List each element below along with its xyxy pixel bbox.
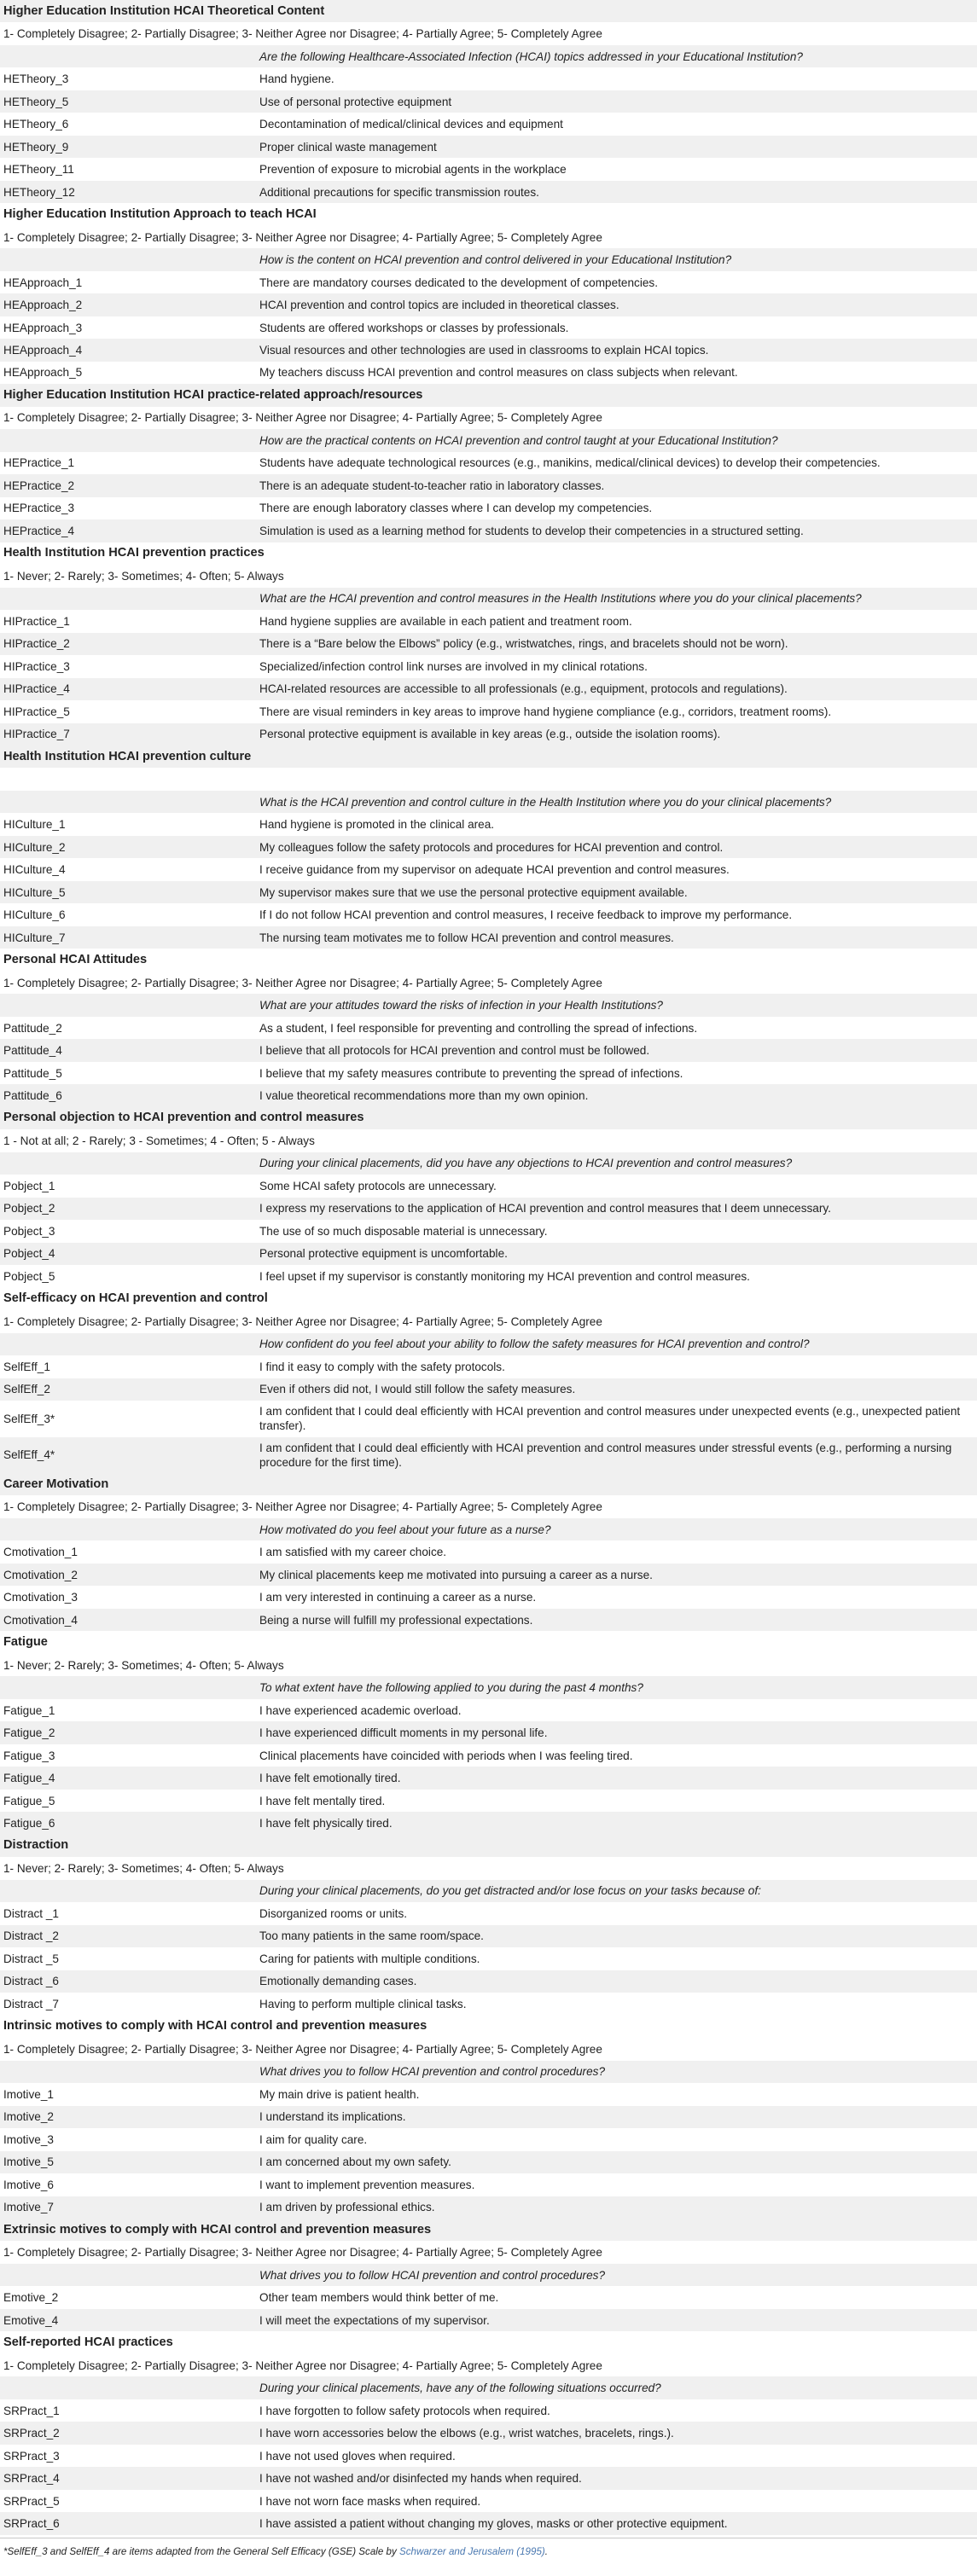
section-question — [0, 2376, 977, 2399]
section-question-text: To what extent have the following applied to you during the past 4 months? — [259, 1681, 643, 1695]
item-row — [0, 1721, 977, 1743]
item-text: Clinical placements have coincided with periods when I was feeling tired. — [259, 1749, 633, 1762]
item-text: I have felt mentally tired. — [259, 1794, 386, 1807]
item-code: Imotive_7 — [3, 2201, 54, 2214]
item-row — [0, 1437, 977, 1473]
section-question — [0, 1880, 977, 1902]
item-code: HEPractice_3 — [3, 502, 75, 515]
section-question — [0, 429, 977, 451]
response-scale-text: 1- Completely Disagree; 2- Partially Disagree; 3- Neither Agree nor Disagree; 4- Partially Agree; 5- Completely Agree — [3, 2358, 602, 2372]
item-row — [0, 1378, 977, 1401]
response-scale — [0, 1654, 977, 1676]
item-text: I understand its implications. — [259, 2110, 406, 2124]
item-code: SRPract_5 — [3, 2494, 60, 2508]
item-text: Hand hygiene is promoted in the clinical area. — [259, 818, 495, 832]
section-question — [0, 1333, 977, 1355]
section-question — [0, 791, 977, 813]
item-code: HICulture_7 — [3, 931, 66, 944]
item-code: HICulture_1 — [3, 818, 66, 832]
item-text: Visual resources and other technologies are used in classrooms to explain HCAI topics. — [259, 344, 709, 357]
item-text: Hand hygiene supplies are available in each patient and treatment room. — [259, 614, 632, 628]
item-code: Imotive_1 — [3, 2087, 54, 2101]
item-code: Distract _5 — [3, 1952, 59, 1965]
item-text: I am confident that I could deal efficiently with HCAI prevention and control measures under stressful events (e.g., performing a nursing procedure for the first time). — [259, 1441, 952, 1469]
item-text: I am driven by professional ethics. — [259, 2201, 435, 2214]
item-code: HEPractice_2 — [3, 479, 75, 492]
item-text: My colleagues follow the safety protocols and procedures for HCAI prevention and control. — [259, 840, 724, 854]
item-code: SRPract_2 — [3, 2427, 60, 2440]
table-footnote — [3, 2546, 548, 2557]
footnote-citation-link[interactable]: Schwarzer and Jerusalem (1995) — [398, 2546, 545, 2557]
response-scale — [0, 2241, 977, 2263]
section-title — [0, 1631, 977, 1653]
response-scale — [0, 768, 977, 790]
item-code: Imotive_6 — [3, 2178, 54, 2191]
item-text: As a student, I feel responsible for preventing and controlling the spread of infections. — [259, 1021, 698, 1035]
item-code: HICulture_5 — [3, 885, 66, 899]
item-code: Distract _1 — [3, 1906, 59, 1920]
section-question-text: What are the HCAI prevention and control measures in the Health Institutions where you do your clinical placements? — [259, 592, 862, 606]
section-title-text: Health Institution HCAI prevention culture — [3, 749, 252, 763]
item-text: I have not washed and/or disinfected my hands when required. — [259, 2472, 582, 2486]
footnote-suffix: . — [544, 2546, 548, 2557]
footnote-text: *SelfEff_3 and SelfEff_4 are items adapted from the General Self Efficacy (GSE) Scale by — [3, 2546, 399, 2557]
section-question-text: How confident do you feel about your ability to follow the safety measures for HCAI prevention and control? — [259, 1337, 810, 1351]
item-row — [0, 926, 977, 949]
item-code: Emotive_4 — [3, 2313, 59, 2327]
item-row — [0, 700, 977, 722]
item-row — [0, 1902, 977, 1924]
item-text: There is a “Bare below the Elbows” policy (e.g., wristwatches, rings, and bracelets should not be worn). — [259, 637, 788, 651]
item-code: HETheory_12 — [3, 185, 75, 199]
item-row — [0, 836, 977, 858]
response-scale — [0, 2038, 977, 2060]
item-text: I believe that my safety measures contribute to preventing the spread of infections. — [259, 1066, 683, 1080]
item-row — [0, 1970, 977, 1993]
item-text: Simulation is used as a learning method for students to develop their competencies in a structured setting. — [259, 524, 804, 537]
item-code: HIPractice_1 — [3, 614, 70, 628]
section-question-text: How motivated do you feel about your future as a nurse? — [259, 1523, 551, 1536]
section-title — [0, 2331, 977, 2353]
section-title — [0, 1835, 977, 1857]
item-row — [0, 158, 977, 180]
response-scale-text: 1- Never; 2- Rarely; 3- Sometimes; 4- Often; 5- Always — [3, 1861, 284, 1875]
section-title — [0, 0, 977, 22]
item-code: Imotive_5 — [3, 2155, 54, 2169]
item-text: My supervisor makes sure that we use the personal protective equipment available. — [259, 885, 688, 899]
item-text: Personal protective equipment is uncomfortable. — [259, 1247, 508, 1261]
item-row — [0, 1084, 977, 1106]
section-title — [0, 949, 977, 971]
item-row — [0, 1401, 977, 1436]
item-text: Even if others did not, I would still follow the safety measures. — [259, 1383, 576, 1396]
item-text: I am very interested in continuing a career as a nurse. — [259, 1591, 537, 1604]
section-title — [0, 1288, 977, 1310]
item-row — [0, 452, 977, 474]
response-scale-text: 1- Completely Disagree; 2- Partially Disagree; 3- Neither Agree nor Disagree; 4- Partially Agree; 5- Completely Agree — [3, 230, 602, 244]
section-title — [0, 203, 977, 225]
section-question — [0, 2061, 977, 2083]
item-code: HEPractice_4 — [3, 524, 75, 537]
item-text: I value theoretical recommendations more than my own opinion. — [259, 1088, 589, 1102]
item-text: I have forgotten to follow safety protocols when required. — [259, 2404, 550, 2417]
response-scale-text: 1- Never; 2- Rarely; 3- Sometimes; 4- Often; 5- Always — [3, 569, 284, 583]
item-text: Personal protective equipment is available in key areas (e.g., outside the isolation rooms). — [259, 728, 721, 741]
item-text: Disorganized rooms or units. — [259, 1906, 408, 1920]
item-text: My teachers discuss HCAI prevention and control measures on class subjects when relevant. — [259, 366, 738, 380]
item-row — [0, 316, 977, 339]
item-row — [0, 1586, 977, 1608]
section-question — [0, 588, 977, 610]
item-row — [0, 1564, 977, 1586]
item-row — [0, 2151, 977, 2173]
item-text: I receive guidance from my supervisor on adequate HCAI prevention and control measures. — [259, 863, 730, 877]
item-code: Fatigue_3 — [3, 1749, 55, 1762]
item-text: I feel upset if my supervisor is constantly monitoring my HCAI prevention and control measures. — [259, 1269, 750, 1283]
item-text: There is an adequate student-to-teacher ratio in laboratory classes. — [259, 479, 605, 492]
item-text: If I do not follow HCAI prevention and control measures, I receive feedback to improve my performance. — [259, 908, 793, 922]
item-row — [0, 339, 977, 361]
item-code: Pobject_3 — [3, 1224, 55, 1238]
item-row — [0, 655, 977, 677]
item-code: SRPract_1 — [3, 2404, 60, 2417]
item-code: Fatigue_4 — [3, 1772, 55, 1785]
section-question — [0, 1152, 977, 1175]
item-code: Emotive_2 — [3, 2291, 59, 2305]
section-title-text: Intrinsic motives to comply with HCAI control and prevention measures — [3, 2019, 427, 2034]
item-row — [0, 1175, 977, 1197]
item-row — [0, 1925, 977, 1947]
item-text: I have felt emotionally tired. — [259, 1772, 401, 1785]
item-text: HCAI-related resources are accessible to all professionals (e.g., equipment, protocols and regulations). — [259, 682, 788, 696]
item-row — [0, 633, 977, 655]
item-row — [0, 1993, 977, 2015]
item-code: HETheory_5 — [3, 95, 69, 108]
response-scale — [0, 1129, 977, 1152]
response-scale — [0, 1310, 977, 1332]
response-scale-text: 1- Completely Disagree; 2- Partially Disagree; 3- Neither Agree nor Disagree; 4- Partially Agree; 5- Completely Agree — [3, 411, 602, 425]
item-row — [0, 362, 977, 384]
section-title-text: Higher Education Institution HCAI Theoretical Content — [3, 3, 325, 18]
item-text: Emotionally demanding cases. — [259, 1975, 417, 1988]
item-row — [0, 1790, 977, 1812]
item-code: HICulture_6 — [3, 908, 66, 922]
section-title-text: Extrinsic motives to comply with HCAI control and prevention measures — [3, 2222, 432, 2237]
item-row — [0, 2128, 977, 2150]
item-row — [0, 2490, 977, 2512]
response-scale-text: 1 - Not at all; 2 - Rarely; 3 - Sometimes; 4 - Often; 5 - Always — [3, 1134, 315, 1147]
item-row — [0, 1540, 977, 1563]
item-code: HETheory_6 — [3, 118, 69, 131]
item-code: Distract _6 — [3, 1975, 59, 1988]
item-text: Having to perform multiple clinical tasks. — [259, 1997, 467, 2010]
item-text: There are visual reminders in key areas to improve hand hygiene compliance (e.g., corridors, treatment rooms). — [259, 705, 832, 718]
item-code: HEApproach_4 — [3, 344, 83, 357]
item-code: HEPractice_1 — [3, 456, 75, 470]
item-code: HIPractice_4 — [3, 682, 70, 696]
item-code: Pobject_2 — [3, 1202, 55, 1215]
item-row — [0, 474, 977, 496]
item-code: Pattitude_5 — [3, 1066, 62, 1080]
section-title — [0, 384, 977, 406]
item-row — [0, 813, 977, 835]
item-text: I am concerned about my own safety. — [259, 2155, 451, 2169]
section-question-text: What is the HCAI prevention and control culture in the Health Institution where you do your clinical placements? — [259, 795, 832, 809]
item-code: HIPractice_2 — [3, 637, 70, 651]
section-title — [0, 1473, 977, 1495]
section-question — [0, 2264, 977, 2286]
response-scale-text: 1- Completely Disagree; 2- Partially Disagree; 3- Neither Agree nor Disagree; 4- Partially Agree; 5- Completely Agree — [3, 2246, 602, 2260]
item-row — [0, 881, 977, 903]
response-scale-text: 1- Completely Disagree; 2- Partially Disagree; 3- Neither Agree nor Disagree; 4- Partially Agree; 5- Completely Agree — [3, 1314, 602, 1328]
item-code: Cmotivation_3 — [3, 1591, 78, 1604]
item-row — [0, 1609, 977, 1631]
item-row — [0, 67, 977, 90]
item-text: I express my reservations to the application of HCAI prevention and control measures that I deem unnecessary. — [259, 1202, 831, 1215]
item-text: Specialized/infection control link nurses are involved in my clinical rotations. — [259, 659, 648, 673]
item-row — [0, 1265, 977, 1287]
item-row — [0, 1355, 977, 1378]
response-scale-text: 1- Completely Disagree; 2- Partially Disagree; 3- Neither Agree nor Disagree; 4- Partially Agree; 5- Completely Agree — [3, 976, 602, 989]
item-row — [0, 858, 977, 880]
item-row — [0, 497, 977, 519]
item-text: I aim for quality care. — [259, 2132, 368, 2146]
item-row — [0, 519, 977, 542]
item-code: SRPract_3 — [3, 2449, 60, 2463]
item-code: Fatigue_6 — [3, 1817, 55, 1830]
item-code: Fatigue_1 — [3, 1703, 55, 1717]
section-question — [0, 1676, 977, 1698]
item-row — [0, 610, 977, 632]
item-text: I have felt physically tired. — [259, 1817, 393, 1830]
item-text: There are enough laboratory classes where I can develop my competencies. — [259, 502, 653, 515]
item-code: Pobject_4 — [3, 1247, 55, 1261]
section-title-text: Distraction — [3, 1838, 69, 1853]
response-scale — [0, 565, 977, 587]
item-text: Caring for patients with multiple conditions. — [259, 1952, 480, 1965]
item-row — [0, 1699, 977, 1721]
item-code: Pattitude_4 — [3, 1044, 62, 1058]
item-text: Being a nurse will fulfill my professional expectations. — [259, 1613, 533, 1627]
item-text: There are mandatory courses dedicated to the development of competencies. — [259, 276, 658, 289]
item-row — [0, 678, 977, 700]
item-text: I am confident that I could deal efficiently with HCAI prevention and control measures under unexpected events (e.g., unexpected patient transfer). — [259, 1405, 961, 1433]
item-row — [0, 293, 977, 316]
item-code: SelfEff_2 — [3, 1383, 50, 1396]
response-scale-text: 1- Completely Disagree; 2- Partially Disagree; 3- Neither Agree nor Disagree; 4- Partially Agree; 5- Completely Agree — [3, 1500, 602, 1514]
item-code: HETheory_3 — [3, 73, 69, 86]
section-title-text: Self-reported HCAI practices — [3, 2335, 173, 2350]
response-scale — [0, 1495, 977, 1517]
item-text: Prevention of exposure to microbial agents in the workplace — [259, 163, 567, 177]
item-text: Too many patients in the same room/space. — [259, 1929, 484, 1943]
item-row — [0, 2422, 977, 2444]
section-title-text: Health Institution HCAI prevention practices — [3, 546, 265, 560]
item-text: I have worn accessories below the elbows (e.g., wrist watches, bracelets, rings.). — [259, 2427, 674, 2440]
item-text: My main drive is patient health. — [259, 2087, 420, 2101]
section-title — [0, 2219, 977, 2241]
item-row — [0, 1767, 977, 1789]
section-title-text: Higher Education Institution Approach to teach HCAI — [3, 207, 317, 222]
item-text: Some HCAI safety protocols are unnecessary. — [259, 1179, 497, 1192]
item-text: I am satisfied with my career choice. — [259, 1546, 447, 1559]
section-title — [0, 2016, 977, 2038]
section-title-text: Personal HCAI Attitudes — [3, 953, 148, 967]
response-scale-text: 1- Never; 2- Rarely; 3- Sometimes; 4- Often; 5- Always — [3, 1658, 284, 1672]
item-row — [0, 2512, 977, 2534]
item-row — [0, 1220, 977, 1242]
item-row — [0, 2173, 977, 2196]
item-text: I have experienced difficult moments in my personal life. — [259, 1726, 548, 1740]
item-row — [0, 1812, 977, 1834]
response-scale — [0, 972, 977, 994]
item-code: HETheory_9 — [3, 140, 69, 154]
item-row — [0, 2106, 977, 2128]
item-text: Other team members would think better of me. — [259, 2291, 499, 2305]
section-title-text: Higher Education Institution HCAI practice-related approach/resources — [3, 387, 423, 402]
item-code: SRPract_6 — [3, 2517, 60, 2531]
item-code: Cmotivation_2 — [3, 1568, 78, 1581]
item-text: Proper clinical waste management — [259, 140, 437, 154]
item-row — [0, 1062, 977, 1084]
item-row — [0, 903, 977, 925]
item-text: I have not used gloves when required. — [259, 2449, 456, 2463]
item-row — [0, 2445, 977, 2467]
item-code: Fatigue_2 — [3, 1726, 55, 1740]
item-row — [0, 113, 977, 135]
response-scale-text: 1- Completely Disagree; 2- Partially Disagree; 3- Neither Agree nor Disagree; 4- Partially Agree; 5- Completely Agree — [3, 2042, 602, 2056]
item-row — [0, 136, 977, 158]
item-row — [0, 1017, 977, 1039]
item-text: HCAI prevention and control topics are included in theoretical classes. — [259, 299, 619, 312]
item-row — [0, 181, 977, 203]
item-code: HICulture_4 — [3, 863, 66, 877]
section-question-text: How are the practical contents on HCAI prevention and control taught at your Educational Institution? — [259, 433, 778, 447]
section-question — [0, 994, 977, 1016]
item-code: HEApproach_2 — [3, 299, 83, 312]
item-code: Distract _7 — [3, 1997, 59, 2010]
item-code: HEApproach_1 — [3, 276, 83, 289]
item-code: Cmotivation_4 — [3, 1613, 78, 1627]
item-row — [0, 90, 977, 113]
item-text: Students have adequate technological resources (e.g., manikins, medical/clinical devices) to develop their competencies. — [259, 456, 881, 470]
item-code: Pattitude_2 — [3, 1021, 62, 1035]
item-row — [0, 2196, 977, 2219]
item-row — [0, 723, 977, 746]
item-row — [0, 271, 977, 293]
item-row — [0, 1243, 977, 1265]
section-title — [0, 1107, 977, 1129]
section-title-text: Fatigue — [3, 1635, 48, 1650]
response-scale — [0, 407, 977, 429]
item-code: Pattitude_6 — [3, 1088, 62, 1102]
item-row — [0, 2083, 977, 2105]
section-question-text: During your clinical placements, have any of the following situations occurred? — [259, 2382, 661, 2395]
item-row — [0, 1744, 977, 1767]
item-row — [0, 2467, 977, 2489]
item-text: I will meet the expectations of my supervisor. — [259, 2313, 490, 2327]
item-row — [0, 1198, 977, 1220]
section-question — [0, 248, 977, 270]
section-question-text: During your clinical placements, do you get distracted and/or lose focus on your tasks because of: — [259, 1884, 761, 1898]
response-scale — [0, 1857, 977, 1879]
item-code: Imotive_3 — [3, 2132, 54, 2146]
item-text: I want to implement prevention measures. — [259, 2178, 475, 2191]
item-code: SelfEff_4* — [3, 1448, 55, 1462]
item-code: SelfEff_3* — [3, 1412, 55, 1425]
item-text: I have assisted a patient without changing my gloves, masks or other protective equipment. — [259, 2517, 728, 2531]
section-question — [0, 45, 977, 67]
item-text: Students are offered workshops or classes by professionals. — [259, 321, 569, 334]
item-code: HEApproach_5 — [3, 366, 83, 380]
section-title — [0, 542, 977, 565]
item-text: I find it easy to comply with the safety protocols. — [259, 1360, 505, 1373]
item-text: Additional precautions for specific transmission routes. — [259, 185, 539, 199]
item-code: Distract _2 — [3, 1929, 59, 1943]
section-question-text: Are the following Healthcare-Associated Infection (HCAI) topics addressed in your Educational Institution? — [259, 49, 803, 63]
item-code: Pobject_1 — [3, 1179, 55, 1192]
section-question-text: During your clinical placements, did you have any objections to HCAI prevention and control measures? — [259, 1157, 793, 1170]
item-text: Hand hygiene. — [259, 73, 334, 86]
item-row — [0, 2309, 977, 2331]
section-question — [0, 1518, 977, 1540]
item-code: HICulture_2 — [3, 840, 66, 854]
item-text: I have experienced academic overload. — [259, 1703, 462, 1717]
item-text: I believe that all protocols for HCAI prevention and control must be followed. — [259, 1044, 650, 1058]
item-text: The use of so much disposable material is unnecessary. — [259, 1224, 548, 1238]
item-text: My clinical placements keep me motivated into pursuing a career as a nurse. — [259, 1568, 653, 1581]
section-title — [0, 746, 977, 768]
item-text: I have not worn face masks when required. — [259, 2494, 481, 2508]
section-title-text: Self-efficacy on HCAI prevention and control — [3, 1291, 268, 1306]
item-row — [0, 2399, 977, 2422]
item-code: HEApproach_3 — [3, 321, 83, 334]
item-text: Use of personal protective equipment — [259, 95, 452, 108]
section-question-text: How is the content on HCAI prevention and control delivered in your Educational Institution? — [259, 253, 732, 267]
section-question-text: What drives you to follow HCAI prevention and control procedures? — [259, 2065, 605, 2079]
section-title-text: Personal objection to HCAI prevention and control measures — [3, 1111, 364, 1125]
item-code: HETheory_11 — [3, 163, 74, 177]
response-scale — [0, 22, 977, 44]
item-code: Pobject_5 — [3, 1269, 55, 1283]
item-row — [0, 1039, 977, 1061]
response-scale — [0, 226, 977, 248]
item-code: Fatigue_5 — [3, 1794, 55, 1807]
response-scale — [0, 2354, 977, 2376]
item-code: Cmotivation_1 — [3, 1546, 78, 1559]
item-text: Decontamination of medical/clinical devices and equipment — [259, 118, 563, 131]
item-code: HIPractice_5 — [3, 705, 70, 718]
section-title-text: Career Motivation — [3, 1477, 109, 1491]
section-question-text: What drives you to follow HCAI prevention and control procedures? — [259, 2268, 605, 2282]
item-code: Imotive_2 — [3, 2110, 54, 2124]
section-question-text: What are your attitudes toward the risks of infection in your Health Institutions? — [259, 999, 663, 1012]
item-code: SelfEff_1 — [3, 1360, 50, 1373]
item-text: The nursing team motivates me to follow HCAI prevention and control measures. — [259, 931, 674, 944]
item-code: HIPractice_3 — [3, 659, 70, 673]
response-scale-text: 1- Completely Disagree; 2- Partially Disagree; 3- Neither Agree nor Disagree; 4- Partially Agree; 5- Completely Agree — [3, 27, 602, 41]
item-row — [0, 1947, 977, 1970]
item-code: HIPractice_7 — [3, 728, 70, 741]
item-code: SRPract_4 — [3, 2472, 60, 2486]
item-row — [0, 2286, 977, 2308]
